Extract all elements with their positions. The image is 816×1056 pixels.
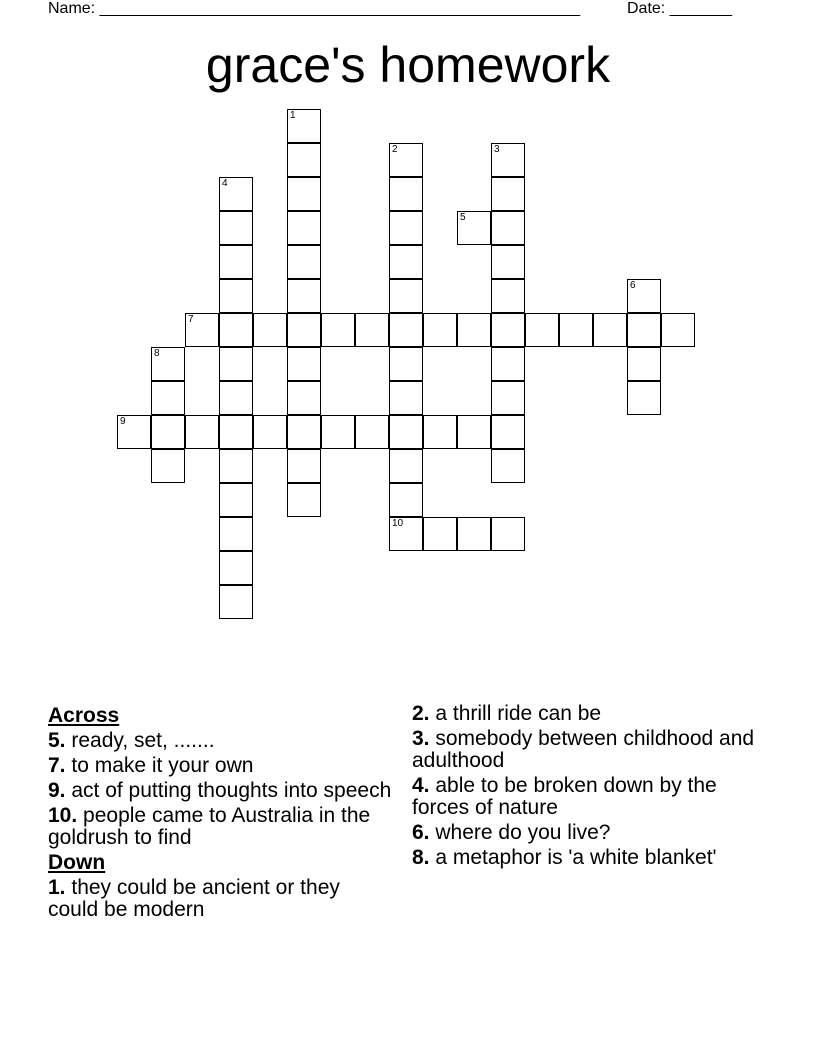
clue-item bbox=[412, 822, 757, 844]
crossword-cell[interactable] bbox=[253, 313, 287, 347]
crossword-cell[interactable] bbox=[389, 517, 423, 551]
crossword-cell[interactable] bbox=[389, 245, 423, 279]
crossword-cell[interactable] bbox=[253, 415, 287, 449]
clue-item bbox=[48, 877, 393, 921]
crossword-cell[interactable] bbox=[457, 313, 491, 347]
crossword-cell[interactable] bbox=[491, 449, 525, 483]
crossword-cell[interactable] bbox=[219, 551, 253, 585]
crossword-cell[interactable] bbox=[627, 381, 661, 415]
crossword-cell[interactable] bbox=[491, 347, 525, 381]
crossword-cell[interactable] bbox=[321, 415, 355, 449]
crossword-cell[interactable] bbox=[151, 381, 185, 415]
crossword-cell[interactable] bbox=[593, 313, 627, 347]
crossword-cell[interactable] bbox=[389, 381, 423, 415]
crossword-cell[interactable] bbox=[491, 415, 525, 449]
crossword-cell[interactable] bbox=[287, 381, 321, 415]
crossword-cell[interactable] bbox=[355, 415, 389, 449]
clue-item-text: a thrill ride can be bbox=[435, 702, 602, 725]
clue-item bbox=[412, 847, 757, 869]
crossword-cell[interactable] bbox=[389, 279, 423, 313]
clue-number: 7 bbox=[188, 314, 194, 325]
crossword-cell[interactable] bbox=[219, 347, 253, 381]
clue-number: 10 bbox=[392, 518, 404, 529]
crossword-cell[interactable] bbox=[389, 211, 423, 245]
clues-left-column bbox=[48, 703, 393, 924]
crossword-cell[interactable] bbox=[355, 313, 389, 347]
crossword-cell[interactable] bbox=[491, 381, 525, 415]
crossword-cell[interactable] bbox=[219, 279, 253, 313]
crossword-cell[interactable] bbox=[389, 347, 423, 381]
clue-number: 4 bbox=[222, 178, 228, 189]
clue-item-number: 7. bbox=[48, 754, 66, 777]
crossword-cell[interactable] bbox=[389, 143, 423, 177]
clue-item-text: they could be ancient or they could be modern bbox=[48, 876, 340, 921]
clue-number: 2 bbox=[392, 144, 398, 155]
crossword-cell[interactable] bbox=[219, 517, 253, 551]
crossword-cell[interactable] bbox=[457, 415, 491, 449]
crossword-cell[interactable] bbox=[627, 279, 661, 313]
crossword-cell[interactable] bbox=[219, 449, 253, 483]
crossword-cell[interactable] bbox=[627, 347, 661, 381]
clue-item-number: 1. bbox=[48, 876, 66, 899]
clue-number: 3 bbox=[494, 144, 500, 155]
crossword-cell[interactable] bbox=[559, 313, 593, 347]
clue-item-text: somebody between childhood and adulthood bbox=[412, 727, 755, 772]
clue-item bbox=[412, 703, 757, 725]
crossword-cell[interactable] bbox=[457, 517, 491, 551]
clue-item bbox=[48, 755, 393, 777]
clue-item bbox=[412, 775, 757, 819]
crossword-cell[interactable] bbox=[627, 313, 661, 347]
crossword-cell[interactable] bbox=[151, 415, 185, 449]
clue-item-number: 5. bbox=[48, 729, 66, 752]
clue-item bbox=[48, 805, 393, 849]
crossword-cell[interactable] bbox=[287, 109, 321, 143]
crossword-cell[interactable] bbox=[219, 245, 253, 279]
crossword-cell[interactable] bbox=[287, 483, 321, 517]
clue-item-number: 4. bbox=[412, 774, 430, 797]
clue-item-number: 8. bbox=[412, 846, 430, 869]
clue-item-number: 2. bbox=[412, 702, 430, 725]
clue-number: 5 bbox=[460, 212, 466, 223]
crossword-cell[interactable] bbox=[491, 245, 525, 279]
crossword-cell[interactable] bbox=[219, 381, 253, 415]
crossword-cell[interactable] bbox=[389, 313, 423, 347]
crossword-cell[interactable] bbox=[219, 211, 253, 245]
crossword-cell[interactable] bbox=[287, 313, 321, 347]
clue-item bbox=[48, 780, 393, 802]
crossword-cell[interactable] bbox=[491, 177, 525, 211]
crossword-cell[interactable] bbox=[457, 211, 491, 245]
crossword-cell[interactable] bbox=[423, 517, 457, 551]
crossword-cell[interactable] bbox=[491, 279, 525, 313]
crossword-cell[interactable] bbox=[491, 517, 525, 551]
crossword-cell[interactable] bbox=[491, 211, 525, 245]
clue-item-text: ready, set, ....... bbox=[71, 729, 215, 752]
crossword-cell[interactable] bbox=[287, 449, 321, 483]
crossword-cell[interactable] bbox=[321, 313, 355, 347]
crossword-cell[interactable] bbox=[389, 449, 423, 483]
clues-right-column bbox=[412, 703, 757, 872]
clue-item bbox=[48, 730, 393, 752]
clue-item-number: 10. bbox=[48, 804, 78, 827]
crossword-cell[interactable] bbox=[423, 415, 457, 449]
clue-number: 6 bbox=[630, 280, 636, 291]
crossword-cell[interactable] bbox=[389, 415, 423, 449]
clue-item-text: able to be broken down by the forces of nature bbox=[412, 774, 717, 819]
crossword-cell[interactable] bbox=[219, 585, 253, 619]
crossword-cell[interactable] bbox=[491, 313, 525, 347]
clue-item-number: 9. bbox=[48, 779, 66, 802]
clue-item-text: a metaphor is 'a white blanket' bbox=[435, 846, 717, 869]
down-clue-list bbox=[48, 877, 393, 921]
clue-item-text: people came to Australia in the goldrush to find bbox=[48, 804, 371, 849]
crossword-cell[interactable] bbox=[491, 143, 525, 177]
crossword-cell[interactable] bbox=[219, 415, 253, 449]
date-field: Date: _______ bbox=[627, 0, 732, 17]
name-field: Name: ______________________________________________________ bbox=[48, 0, 581, 17]
crossword-cell[interactable] bbox=[287, 211, 321, 245]
crossword-cell[interactable] bbox=[117, 415, 151, 449]
clue-item-text: to make it your own bbox=[71, 754, 254, 777]
crossword-cell[interactable] bbox=[287, 177, 321, 211]
clue-item-number: 3. bbox=[412, 727, 430, 750]
clue-item-text: where do you live? bbox=[435, 821, 611, 844]
clue-item-text: act of putting thoughts into speech bbox=[71, 779, 392, 802]
page-title: grace's homework bbox=[205, 37, 611, 93]
crossword-cell[interactable] bbox=[423, 313, 457, 347]
clue-number: 9 bbox=[120, 416, 126, 427]
crossword-cell[interactable] bbox=[151, 449, 185, 483]
crossword-cell[interactable] bbox=[151, 347, 185, 381]
crossword-cell[interactable] bbox=[219, 313, 253, 347]
crossword-cell[interactable] bbox=[287, 415, 321, 449]
across-heading: Across bbox=[48, 704, 120, 727]
crossword-cell[interactable] bbox=[525, 313, 559, 347]
crossword-cell[interactable] bbox=[185, 415, 219, 449]
clue-number: 1 bbox=[290, 110, 296, 121]
crossword-cell[interactable] bbox=[287, 279, 321, 313]
crossword-cell[interactable] bbox=[219, 483, 253, 517]
crossword-cell[interactable] bbox=[389, 483, 423, 517]
crossword-cell[interactable] bbox=[185, 313, 219, 347]
clue-number: 8 bbox=[154, 348, 160, 359]
crossword-cell[interactable] bbox=[219, 177, 253, 211]
clue-item-number: 6. bbox=[412, 821, 430, 844]
crossword-cell[interactable] bbox=[287, 245, 321, 279]
crossword-cell[interactable] bbox=[287, 143, 321, 177]
across-clue-list bbox=[48, 730, 393, 849]
crossword-cell[interactable] bbox=[287, 347, 321, 381]
down-heading: Down bbox=[48, 851, 106, 874]
clue-item bbox=[412, 728, 757, 772]
crossword-cell[interactable] bbox=[389, 177, 423, 211]
down-clue-list-continued bbox=[412, 703, 757, 869]
crossword-cell[interactable] bbox=[661, 313, 695, 347]
